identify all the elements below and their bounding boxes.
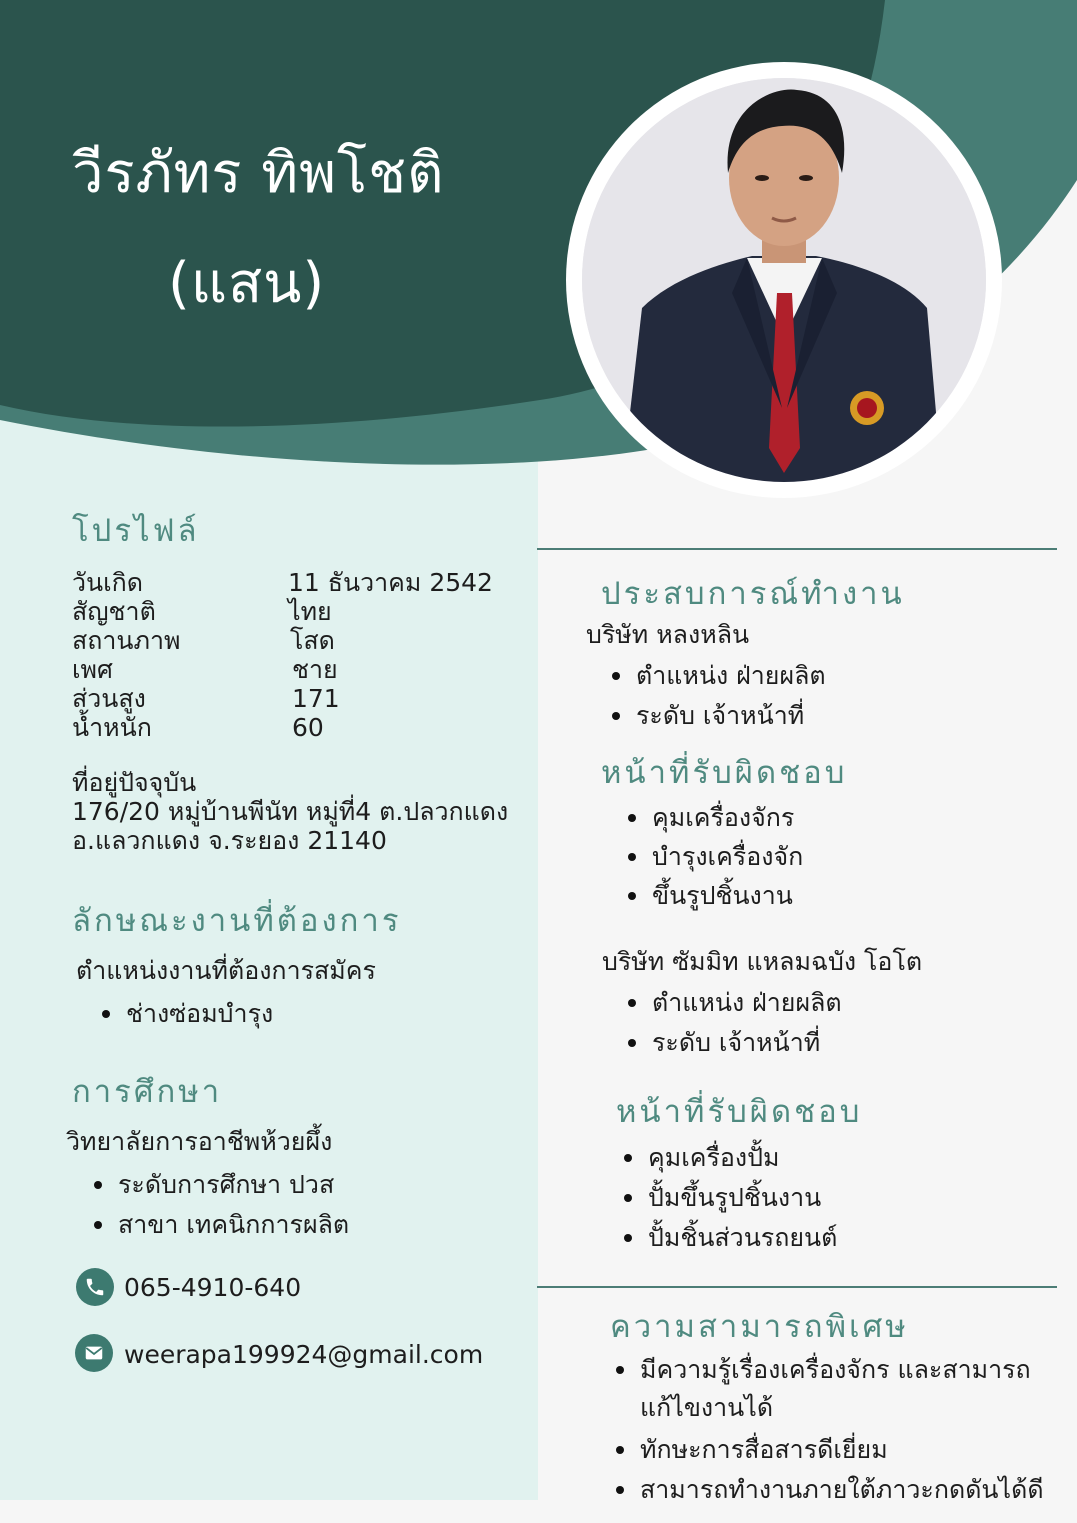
- phone-number[interactable]: 065-4910-640: [124, 1273, 302, 1302]
- school-name: วิทยาลัยการอาชีพห้วยผึ้ง: [66, 1127, 333, 1156]
- education-list: [94, 1165, 349, 1245]
- skills-list: [616, 1350, 1031, 1390]
- list-item: ระดับการศึกษา ปวส: [94, 1165, 349, 1205]
- list-item: คุมเครื่องปั้ม: [624, 1138, 837, 1178]
- experience-title: ประสบการณ์ทำงาน: [601, 576, 905, 612]
- birthdate-value: 11 ธันวาคม 2542: [288, 568, 493, 597]
- list-item: ขึ้นรูปชิ้นงาน: [628, 876, 803, 915]
- job-2-details: [628, 983, 842, 1063]
- duties-title-2: หน้าที่รับผิดชอบ: [616, 1094, 863, 1130]
- desired-job-title: ลักษณะงานที่ต้องการ: [72, 903, 402, 939]
- height-value: 171: [292, 684, 340, 713]
- height-label: ส่วนสูง: [72, 684, 146, 713]
- list-item: สามารถทำงานภายใต้ภาวะกดดันได้ดี: [616, 1470, 1044, 1510]
- divider: [537, 548, 1057, 550]
- list-item: ปั้มขึ้นรูปชิ้นงาน: [624, 1178, 837, 1218]
- full-name: วีรภัทร ทิพโชติ: [72, 141, 445, 206]
- marital-status-label: สถานภาพ: [72, 626, 181, 655]
- gender-label: เพศ: [72, 655, 113, 684]
- skills-list-continued: [616, 1430, 1044, 1510]
- nationality-label: สัญชาติ: [72, 597, 156, 626]
- profile-photo: [582, 78, 986, 482]
- education-title: การศึกษา: [72, 1074, 223, 1110]
- job-1-duties: [628, 798, 803, 915]
- mail-icon: [75, 1334, 113, 1372]
- weight-value: 60: [292, 713, 324, 742]
- list-item: ตำแหน่ง ฝ่ายผลิต: [628, 983, 842, 1023]
- list-item: มีความรู้เรื่องเครื่องจักร และสามารถ: [616, 1350, 1031, 1390]
- address-line-2: อ.แลวกแดง จ.ระยอง 21140: [72, 826, 387, 855]
- list-item: ช่างซ่อมบำรุง: [102, 994, 273, 1034]
- list-item: ทักษะการสื่อสารดีเยี่ยม: [616, 1430, 1044, 1470]
- job-2-duties: [624, 1138, 837, 1258]
- marital-status-value: โสด: [290, 626, 335, 655]
- phone-icon: [76, 1268, 114, 1306]
- address-line-1: 176/20 หมู่บ้านพีนัท หมู่ที่4 ต.ปลวกแดง: [72, 797, 509, 826]
- job-1-details: [612, 656, 826, 736]
- list-item: ระดับ เจ้าหน้าที่: [612, 696, 826, 736]
- gender-value: ชาย: [292, 655, 338, 684]
- weight-label: น้ำหนัก: [72, 713, 152, 742]
- list-item: ปั้มชิ้นส่วนรถยนต์: [624, 1218, 837, 1258]
- skills-item-1-continued: แก้ไขงานได้: [640, 1393, 774, 1422]
- birthdate-label: วันเกิด: [72, 568, 144, 597]
- address-label: ที่อยู่ปัจจุบัน: [72, 768, 197, 797]
- portrait-illustration: [582, 78, 986, 482]
- desired-job-list: [102, 994, 273, 1034]
- nationality-value: ไทย: [288, 597, 332, 626]
- company-name-2: บริษัท ซัมมิท แหลมฉบัง โอโต: [602, 947, 923, 976]
- list-item: สาขา เทคนิกการผลิต: [94, 1205, 349, 1245]
- profile-title: โปรไฟล์: [72, 513, 200, 549]
- nickname: (แสน): [168, 251, 326, 316]
- desired-job-subtitle: ตำแหน่งงานที่ต้องการสมัคร: [76, 956, 376, 985]
- company-name-1: บริษัท หลงหลิน: [586, 620, 750, 649]
- list-item: ตำแหน่ง ฝ่ายผลิต: [612, 656, 826, 696]
- duties-title-1: หน้าที่รับผิดชอบ: [601, 755, 848, 791]
- skills-title: ความสามารถพิเศษ: [610, 1309, 909, 1345]
- email-address[interactable]: weerapa199924@gmail.com: [124, 1340, 484, 1369]
- divider: [537, 1286, 1057, 1288]
- list-item: คุมเครื่องจักร: [628, 798, 803, 837]
- list-item: ระดับ เจ้าหน้าที่: [628, 1023, 842, 1063]
- list-item: บำรุงเครื่องจัก: [628, 837, 803, 876]
